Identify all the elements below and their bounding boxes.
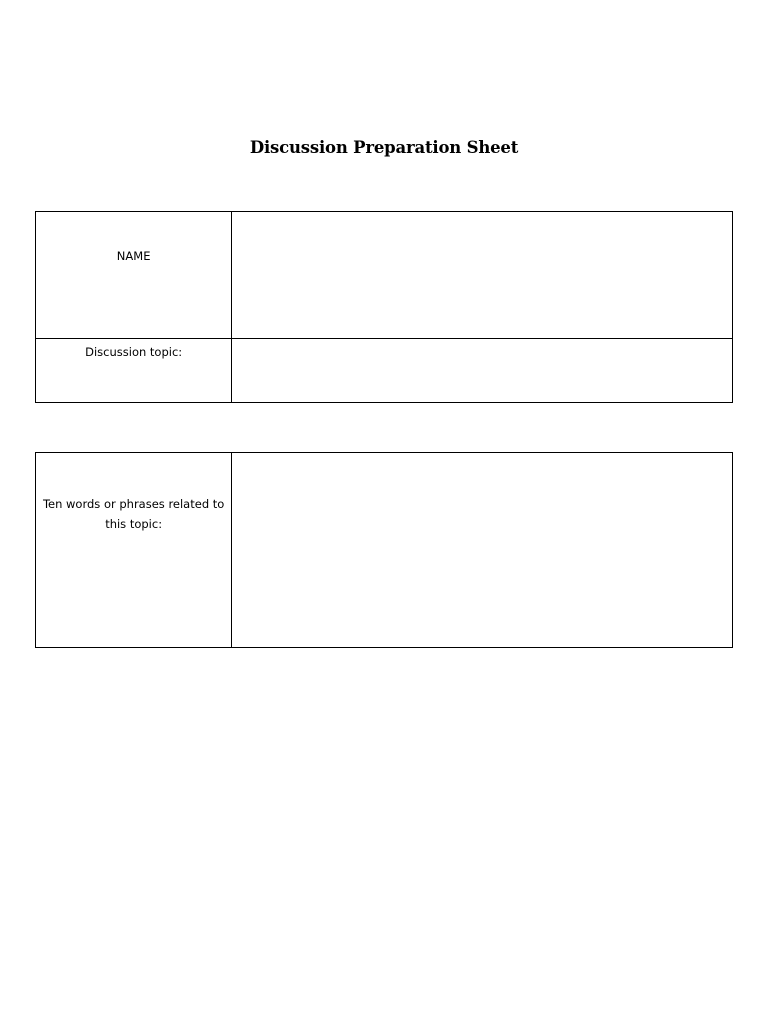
- name-label-cell: [36, 212, 232, 339]
- topic-label-cell: [36, 339, 232, 403]
- words-field[interactable]: [232, 453, 733, 648]
- topic-field[interactable]: [232, 339, 733, 403]
- words-table: [35, 452, 733, 648]
- name-row: [36, 212, 733, 339]
- words-label: Ten words or phrases related to this topic:: [42, 497, 225, 531]
- topic-row: [36, 339, 733, 403]
- name-field[interactable]: [232, 212, 733, 339]
- info-table: [35, 211, 733, 403]
- topic-label: Discussion topic:: [85, 345, 183, 359]
- words-row: [36, 453, 733, 648]
- name-label: NAME: [116, 249, 151, 263]
- page-title: Discussion Preparation Sheet: [249, 138, 519, 157]
- words-label-cell: [36, 453, 232, 648]
